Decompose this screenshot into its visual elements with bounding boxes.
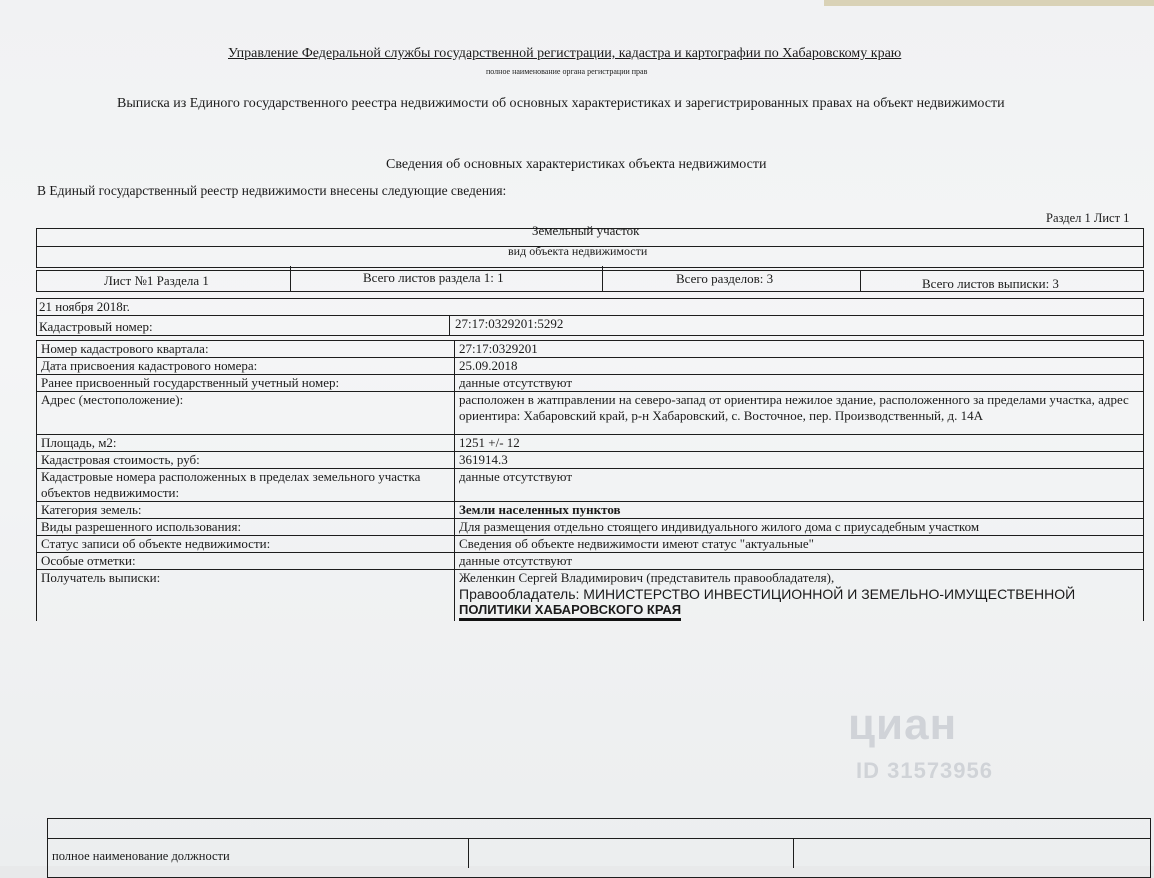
document-subtitle: Сведения об основных характеристиках объекта недвижимости (386, 157, 767, 172)
row-label: Статус записи об объекте недвижимости: (37, 536, 455, 553)
cadastral-number-label: Кадастровый номер: (39, 319, 153, 334)
date-cadastral-block (36, 298, 1144, 336)
listing-id: ID 31573956 (856, 758, 993, 783)
recipient-line-2: Правообладатель: МИНИСТЕРСТВО ИНВЕСТИЦИОННОЙ И ЗЕМЕЛЬНО-ИМУЩЕСТВЕННОЙ (459, 586, 1076, 602)
row-value: расположен в жатправлении на северо-запад от ориентира нежилое здание, расположенного за пределами участка, адрес ориентира: Хабаровский край, р-н Хабаровский, с. Восточное, пер. Производственный, д. 14А (455, 392, 1144, 435)
section-label: Раздел 1 Лист 1 (1046, 211, 1130, 225)
sections-total: Всего разделов: 3 (676, 271, 774, 286)
authority-caption: полное наименование органа регистрации прав (486, 67, 648, 76)
recipient-line-3: ПОЛИТИКИ ХАБАРОВСКОГО КРАЯ (459, 602, 681, 621)
paper-edge (824, 0, 1154, 6)
table-row (37, 392, 1144, 435)
row-label: Номер кадастрового квартала: (37, 341, 455, 358)
sheet-number: Лист №1 Раздела 1 (104, 273, 209, 288)
table-row (37, 375, 1144, 392)
row-label: Виды разрешенного использования: (37, 519, 455, 536)
intro-text: В Единый государственный реестр недвижимости внесены следующие сведения: (37, 183, 507, 198)
row-value: 361914.3 (455, 452, 1144, 469)
table-row (37, 435, 1144, 452)
table-row (37, 536, 1144, 553)
row-label: Категория земель: (37, 502, 455, 519)
row-value: Земли населенных пунктов (455, 502, 1144, 519)
authority-name: Управление Федеральной службы государственной регистрации, кадастра и картографии по Хабаровскому краю (228, 46, 902, 61)
table-row (37, 469, 1144, 502)
row-value: данные отсутствуют (455, 375, 1144, 392)
cian-logo: циан (848, 700, 958, 749)
table-row (37, 358, 1144, 375)
table-row (37, 452, 1144, 469)
row-label: Особые отметки: (37, 553, 455, 570)
divider (602, 266, 603, 292)
row-value: 27:17:0329201 (455, 341, 1144, 358)
row-label: Дата присвоения кадастрового номера: (37, 358, 455, 375)
recipient-line-1: Желенкин Сергей Владимирович (представитель правообладателя), (459, 570, 835, 585)
recipient-row (37, 570, 1144, 622)
table-row (37, 502, 1144, 519)
row-value: данные отсутствуют (455, 553, 1144, 570)
divider (449, 315, 450, 336)
row-label: Кадастровые номера расположенных в пределах земельного участка объектов недвижимости: (37, 469, 455, 502)
row-value: Для размещения отдельно стоящего индивидуального жилого дома с приусадебным участком (455, 519, 1144, 536)
position-caption: полное наименование должности (52, 849, 230, 863)
divider (290, 266, 291, 292)
object-type: Земельный участок (532, 223, 640, 238)
divider (47, 838, 1151, 839)
row-value: данные отсутствуют (455, 469, 1144, 502)
row-value: 25.09.2018 (455, 358, 1144, 375)
row-label: Ранее присвоенный государственный учетный номер: (37, 375, 455, 392)
divider (468, 838, 469, 868)
row-value: Сведения об объекте недвижимости имеют статус "актуальные" (455, 536, 1144, 553)
recipient-label: Получатель выписки: (37, 570, 455, 622)
recipient-value (455, 570, 1144, 622)
extract-date: 21 ноября 2018г. (39, 299, 130, 314)
divider (860, 270, 861, 292)
row-label: Кадастровая стоимость, руб: (37, 452, 455, 469)
cadastral-number-value: 27:17:0329201:5292 (455, 316, 564, 331)
extract-title: Выписка из Единого государственного реестра недвижимости об основных характеристиках и зарегистрированных правах на объект недвижимости (117, 96, 1005, 111)
characteristics-table (36, 340, 1144, 621)
table-row (37, 519, 1144, 536)
row-value: 1251 +/- 12 (455, 435, 1144, 452)
row-label: Площадь, м2: (37, 435, 455, 452)
object-type-caption: вид объекта недвижимости (508, 244, 648, 258)
table-row (37, 341, 1144, 358)
divider (36, 315, 1144, 316)
row-label: Адрес (местоположение): (37, 392, 455, 435)
sheets-total: Всего листов выписки: 3 (922, 276, 1059, 291)
signature-block (47, 818, 1151, 878)
divider (793, 838, 794, 868)
sheets-in-section: Всего листов раздела 1: 1 (363, 270, 504, 285)
table-row (37, 553, 1144, 570)
